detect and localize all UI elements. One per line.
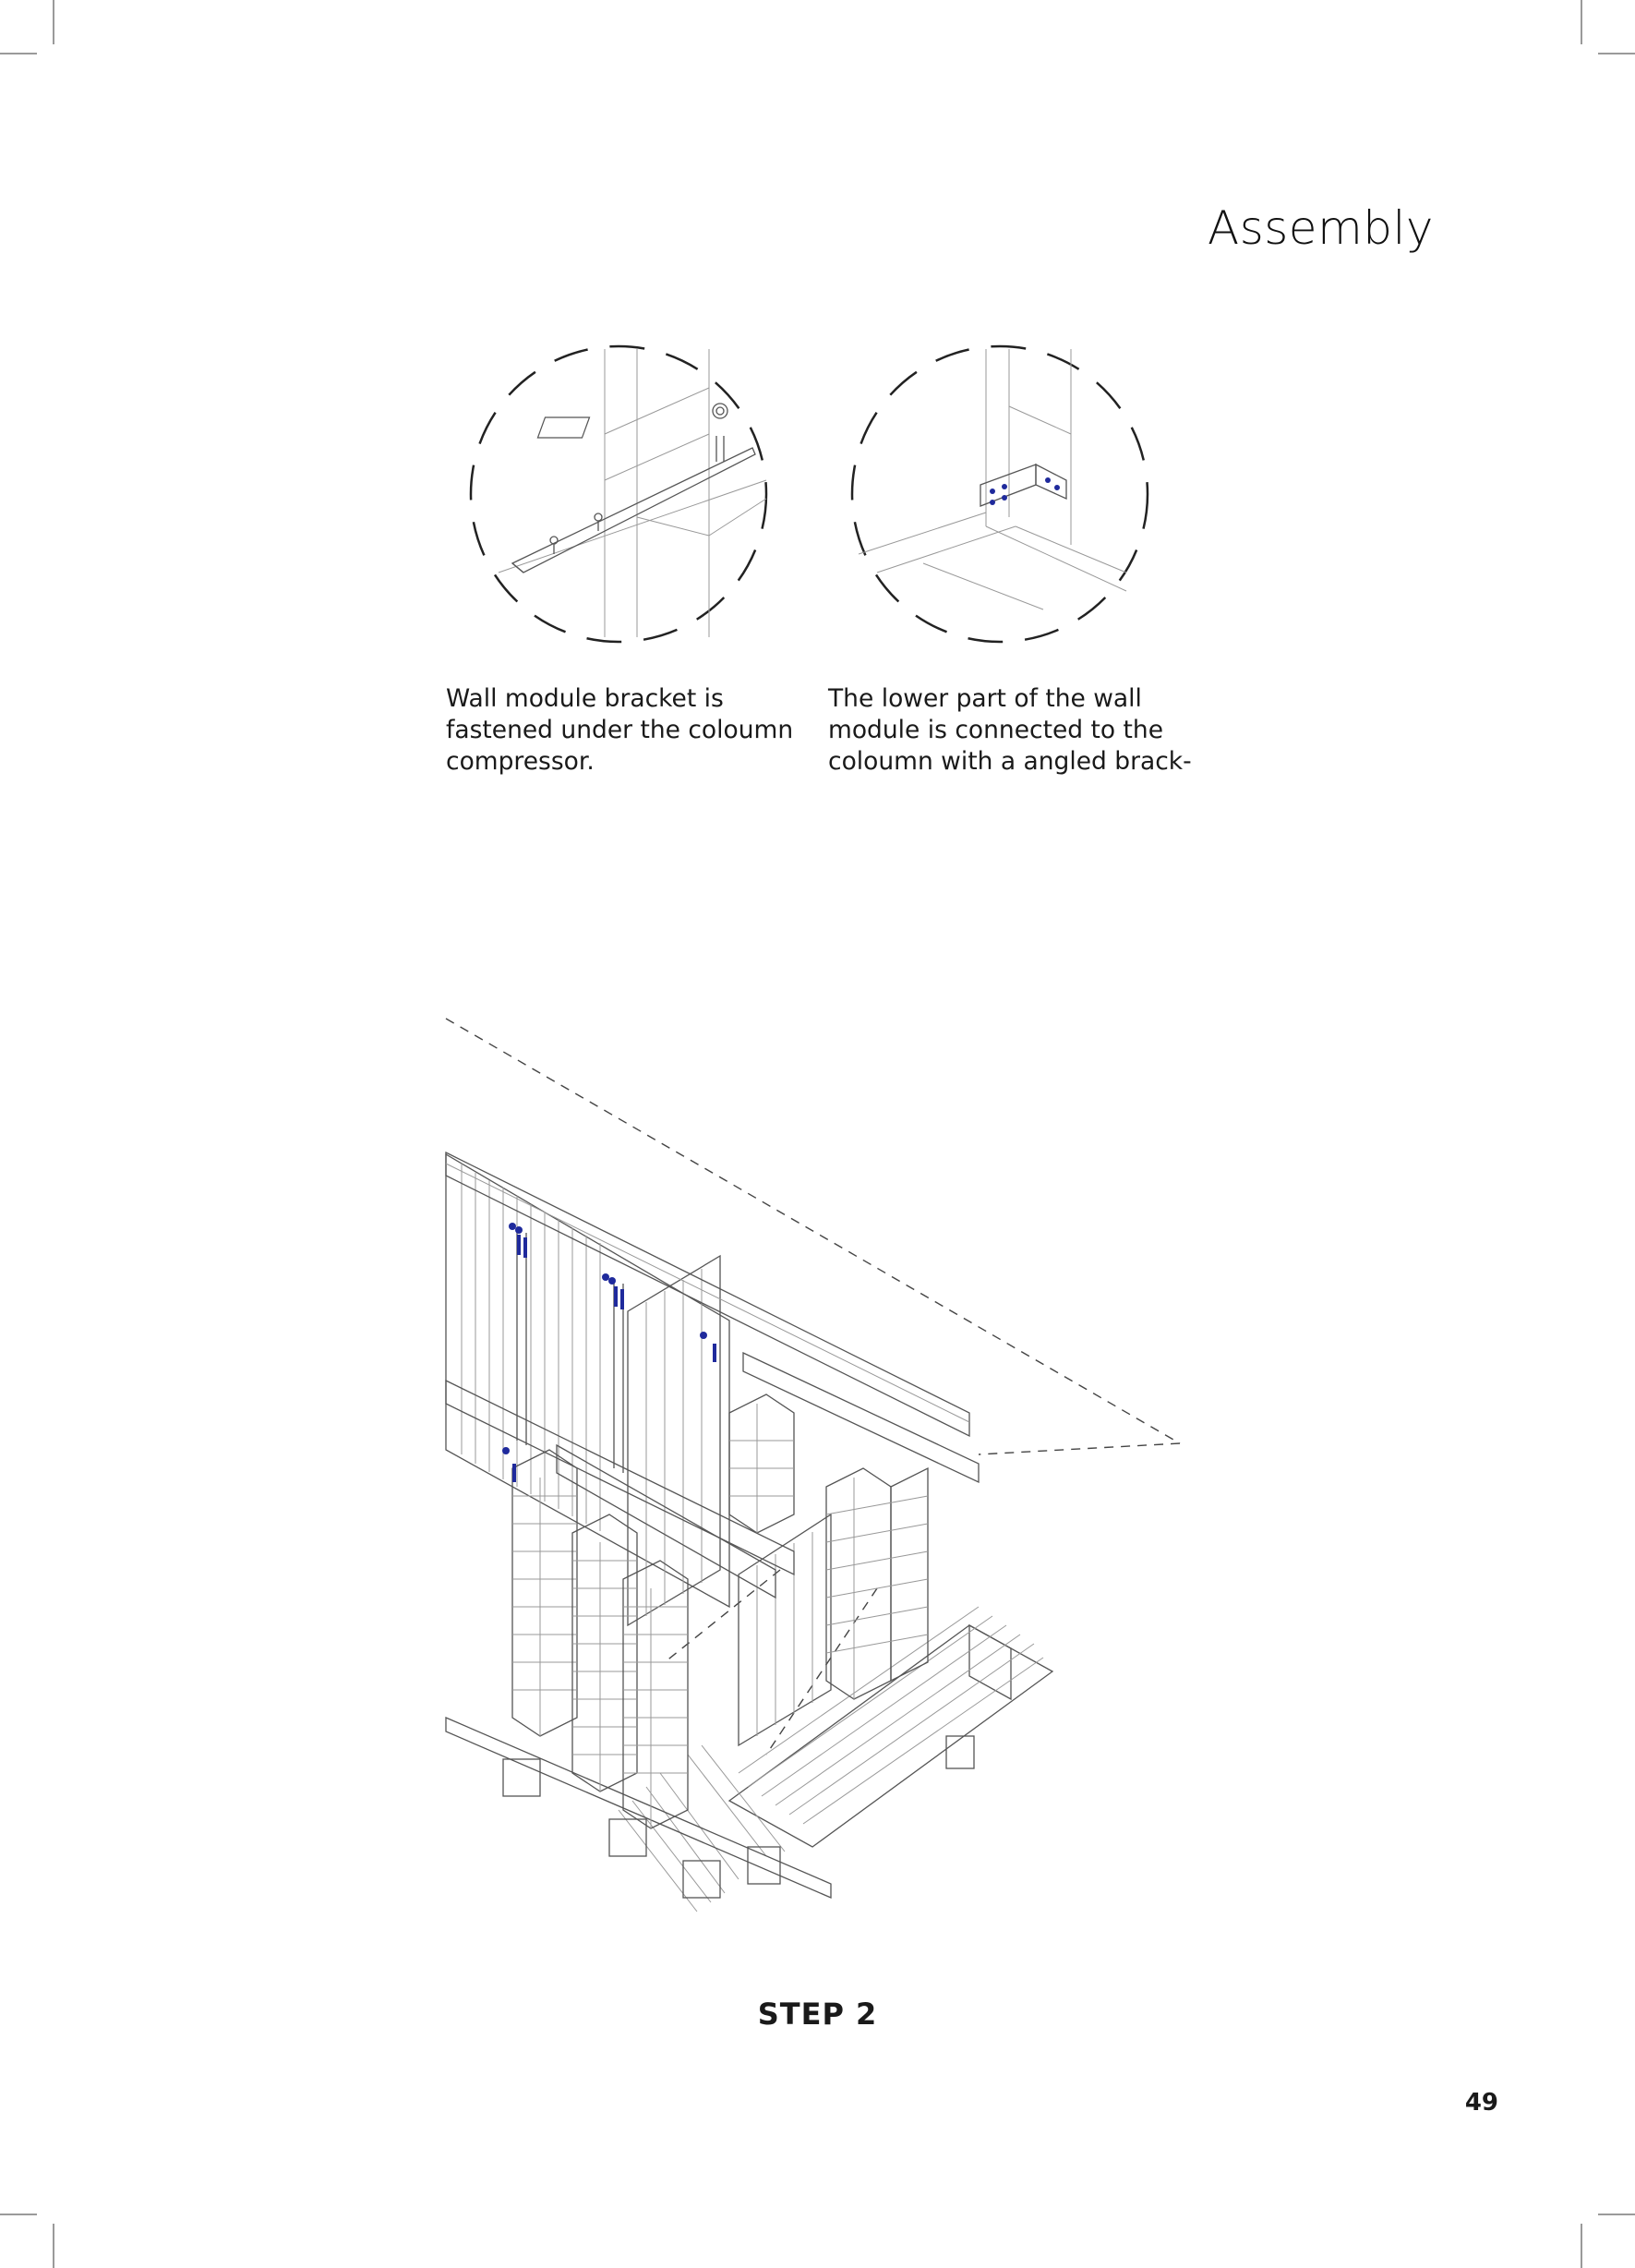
detail-caption-bracket bbox=[446, 683, 815, 778]
brick-column-front bbox=[623, 1561, 688, 1828]
brick-column-back bbox=[729, 1394, 794, 1533]
caption-line: fastened under the coloumn bbox=[446, 716, 794, 744]
page-title: Assembly bbox=[1208, 201, 1434, 255]
page-number: 49 bbox=[1464, 2089, 1498, 2117]
caption-line: Wall module bracket is bbox=[446, 684, 724, 713]
detail-caption-angled-bracket bbox=[828, 683, 1197, 778]
step-label: STEP 2 bbox=[757, 1997, 878, 2032]
main-isometric-assembly bbox=[446, 1019, 1180, 1912]
caption-line: module is connected to the bbox=[828, 716, 1164, 744]
caption-line: coloumn with a angled brack- bbox=[828, 747, 1192, 776]
caption-line: The lower part of the wall bbox=[828, 684, 1142, 713]
detail-circle-bracket bbox=[471, 346, 766, 642]
caption-line: compressor. bbox=[446, 747, 595, 776]
detail-circle-angled-bracket bbox=[852, 346, 1148, 642]
blue-fasteners bbox=[502, 1223, 716, 1482]
brick-column-right bbox=[826, 1468, 928, 1699]
